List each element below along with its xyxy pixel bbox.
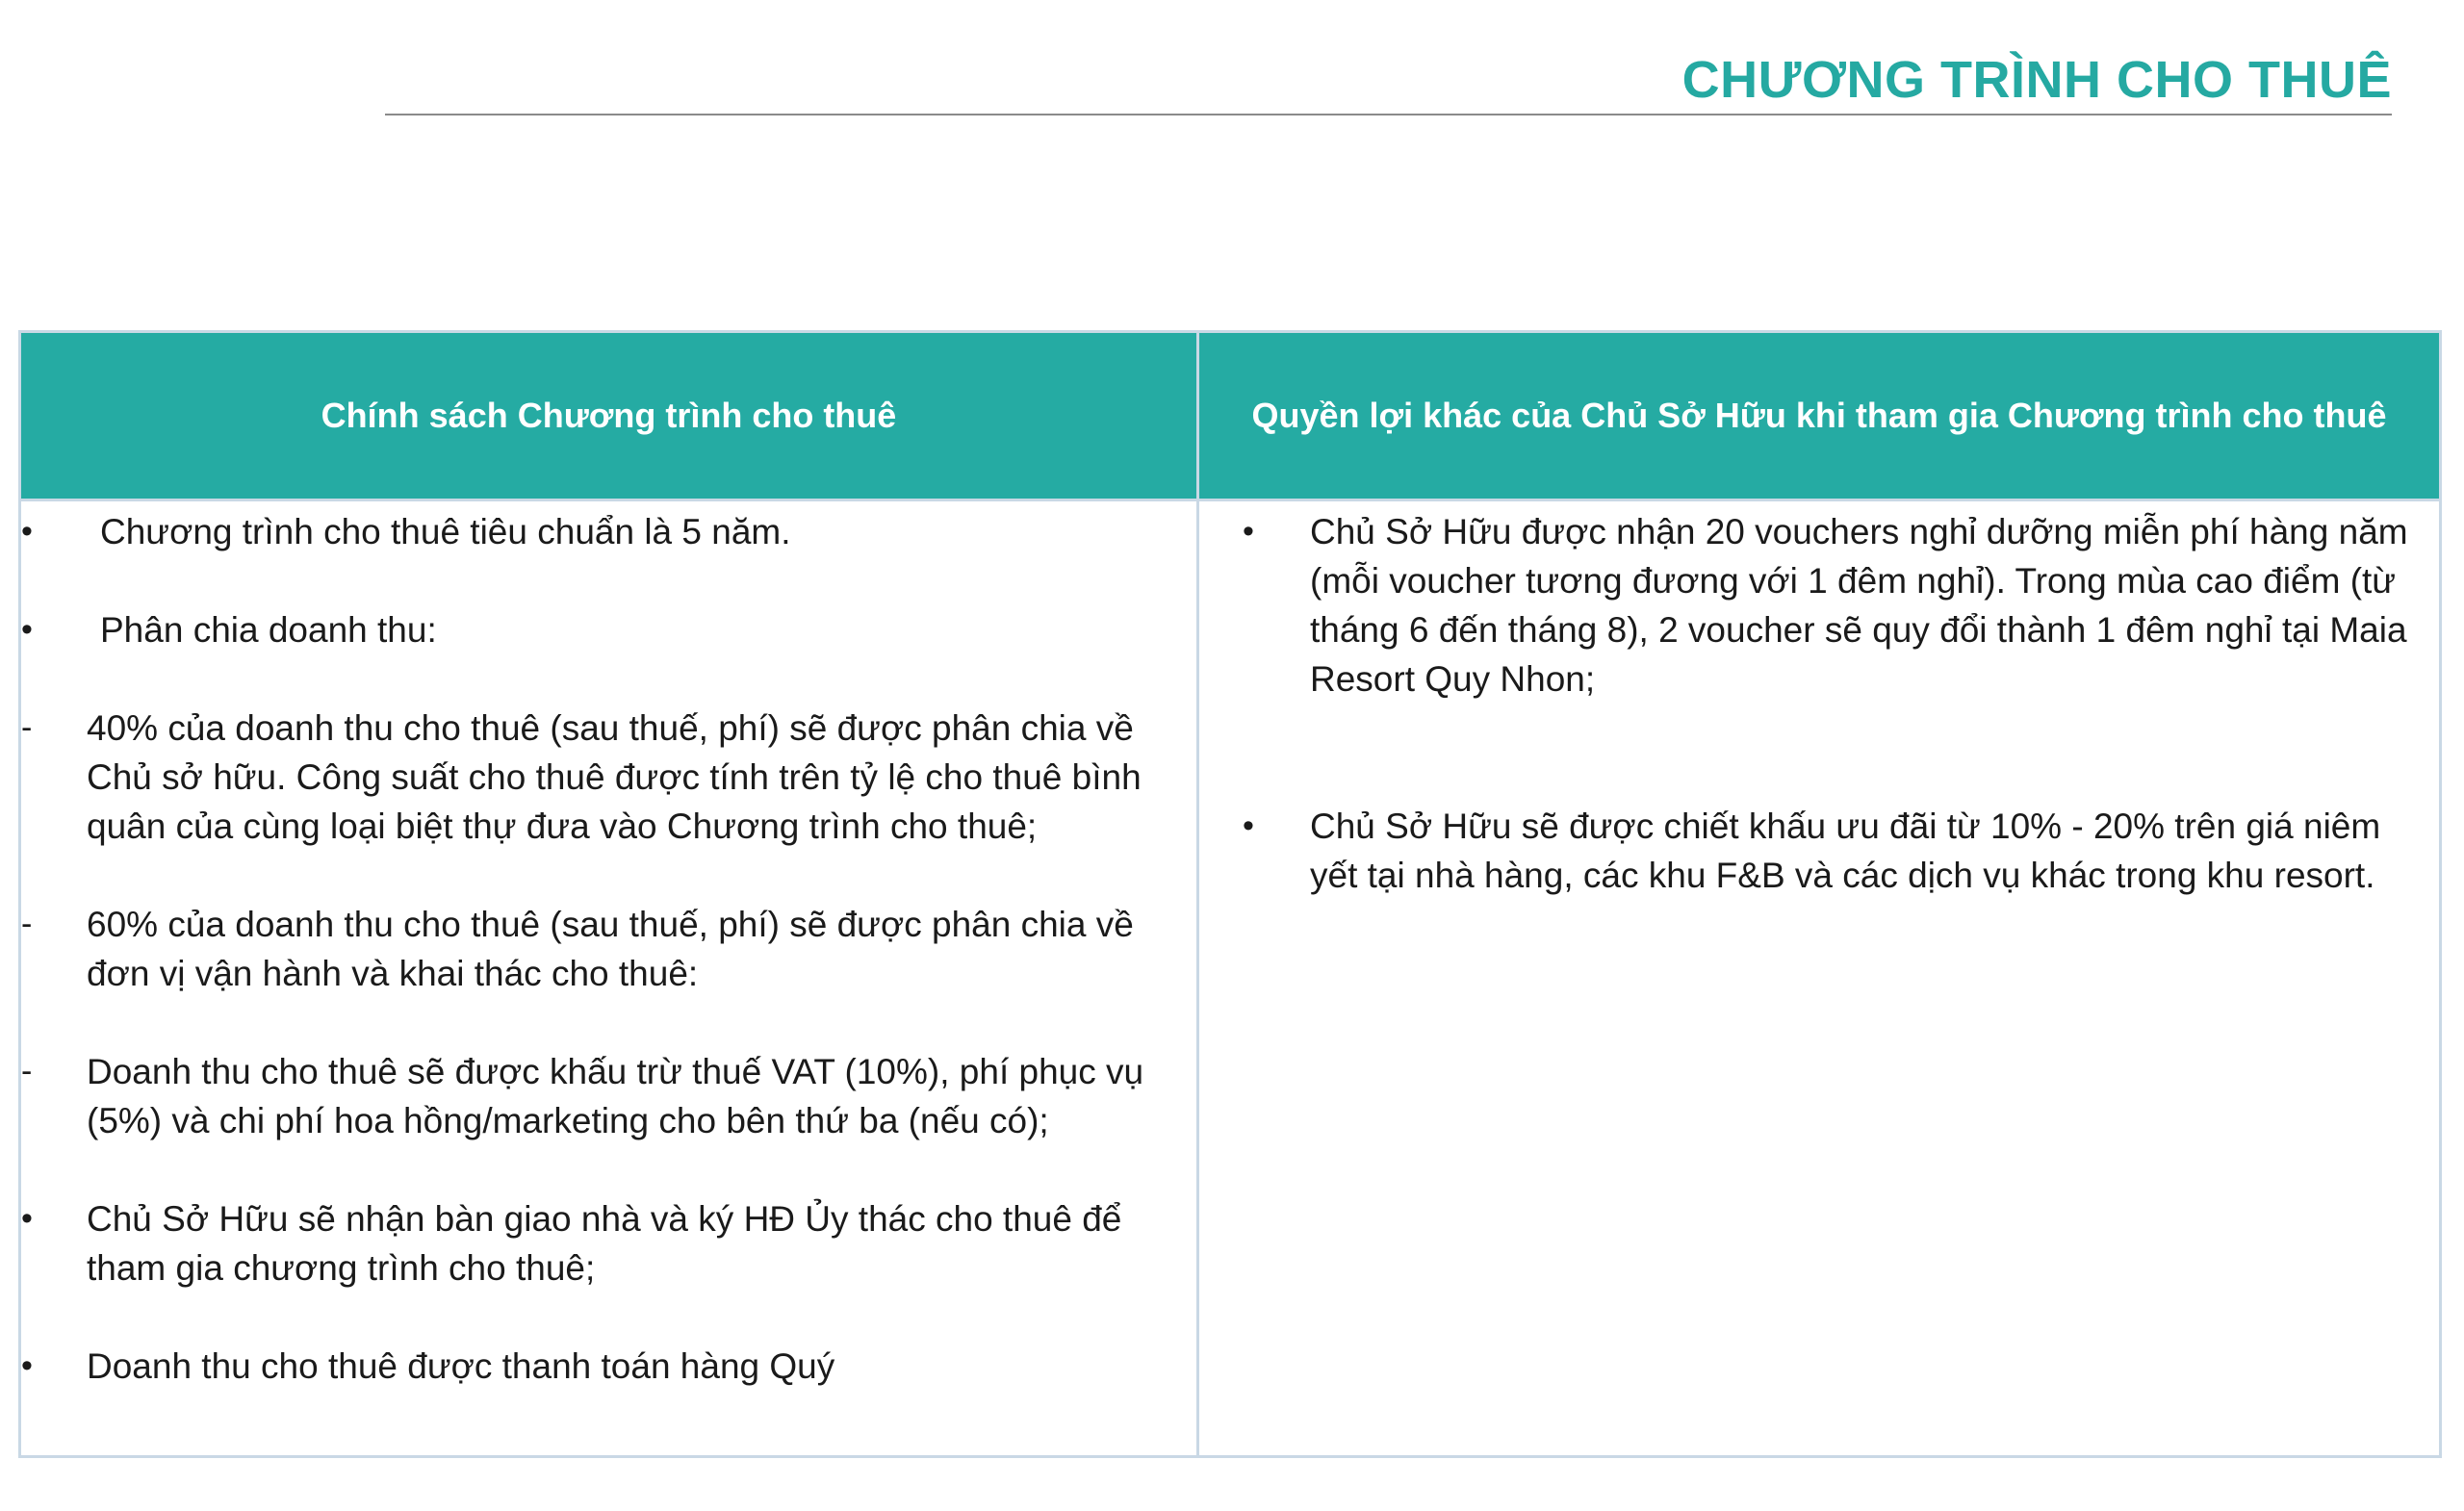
policy-item xyxy=(21,605,1196,654)
policy-item xyxy=(21,1194,1196,1293)
dash-marker: - xyxy=(21,709,33,746)
column-header-policy: Chính sách Chương trình cho thuê xyxy=(21,333,1199,501)
benefit-item-text: Chủ Sở Hữu sẽ được chiết khấu ưu đãi từ 10% - 20% trên giá niêm yết tại nhà hàng, các khu F&B và các dịch vụ khác trong khu resort. xyxy=(1310,807,2381,895)
rental-program-table xyxy=(18,330,2442,1458)
dash-marker: - xyxy=(21,906,33,942)
benefit-item-text: Chủ Sở Hữu được nhận 20 vouchers nghỉ dưỡng miễn phí hàng năm (mỗi voucher tương đương với 1 đêm nghỉ). Trong mùa cao điểm (từ tháng 6 đến tháng 8), 2 voucher sẽ quy đổi thành 1 đêm nghỉ tại Maia Resort Quy Nhon; xyxy=(1310,512,2408,699)
bullet-marker: • xyxy=(21,513,33,550)
policy-item xyxy=(21,1047,1196,1145)
policy-item xyxy=(21,1342,1196,1391)
bullet-marker: • xyxy=(21,1200,33,1237)
policy-item xyxy=(21,507,1196,556)
policy-item-text: Chương trình cho thuê tiêu chuẩn là 5 năm. xyxy=(100,512,791,551)
bullet-marker: • xyxy=(1243,807,1254,844)
bullet-marker: • xyxy=(21,611,33,648)
benefit-item xyxy=(1199,802,2439,900)
policy-item-text: Phân chia doanh thu: xyxy=(100,610,437,650)
policy-item-text: Doanh thu cho thuê sẽ được khấu trừ thuế VAT (10%), phí phục vụ (5%) và chi phí hoa hồng/marketing cho bên thứ ba (nếu có); xyxy=(87,1052,1144,1140)
policy-item xyxy=(21,704,1196,851)
benefits-cell xyxy=(1199,501,2439,1455)
column-header-benefits: Quyền lợi khác của Chủ Sở Hữu khi tham gia Chương trình cho thuê xyxy=(1199,333,2439,501)
policy-item-text: Chủ Sở Hữu sẽ nhận bàn giao nhà và ký HĐ Ủy thác cho thuê để tham gia chương trình cho thuê; xyxy=(87,1199,1122,1288)
bullet-marker: • xyxy=(21,1347,33,1384)
policy-cell xyxy=(21,501,1199,1455)
page-title: CHƯƠNG TRÌNH CHO THUÊ xyxy=(1681,51,2392,109)
policy-item-text: 40% của doanh thu cho thuê (sau thuế, phí) sẽ được phân chia về Chủ sở hữu. Công suất cho thuê được tính trên tỷ lệ cho thuê bình quân của cùng loại biệt thự đưa vào Chương trình cho thuê; xyxy=(87,708,1142,846)
dash-marker: - xyxy=(21,1053,33,1089)
bullet-marker: • xyxy=(1243,513,1254,550)
policy-item xyxy=(21,900,1196,998)
benefit-item xyxy=(1199,507,2439,704)
title-divider xyxy=(385,114,2392,115)
policy-item-text: Doanh thu cho thuê được thanh toán hàng Quý xyxy=(87,1346,835,1386)
policy-item-text: 60% của doanh thu cho thuê (sau thuế, phí) sẽ được phân chia về đơn vị vận hành và khai thác cho thuê: xyxy=(87,905,1134,993)
